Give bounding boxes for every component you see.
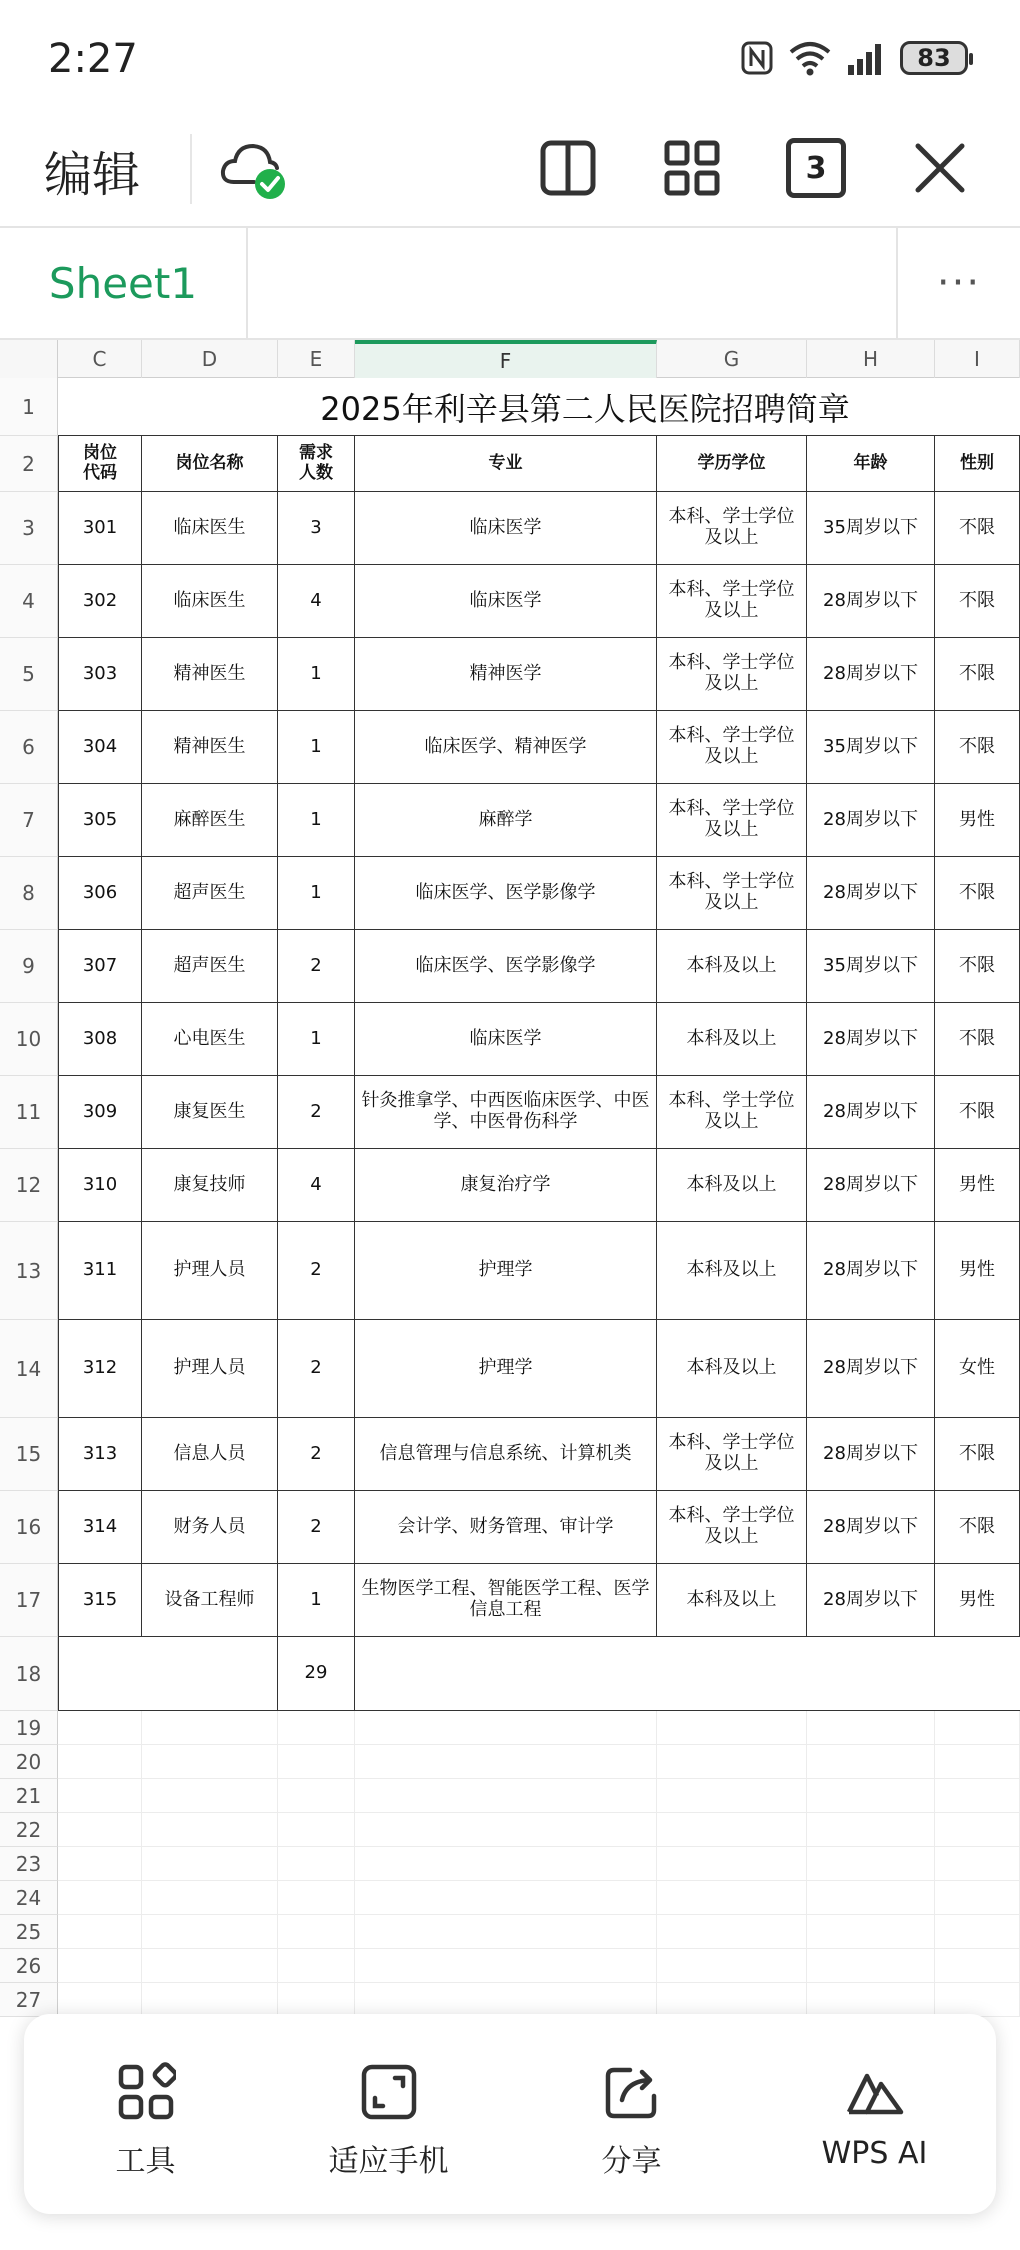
empty-cell[interactable]: [657, 1813, 807, 1847]
table-cell[interactable]: 生物医学工程、智能医学工程、医学信息工程: [355, 1564, 657, 1637]
row-header[interactable]: 12: [0, 1149, 58, 1222]
table-cell[interactable]: 28周岁以下: [807, 1222, 935, 1320]
table-cell[interactable]: 28周岁以下: [807, 784, 935, 857]
row-header[interactable]: 9: [0, 930, 58, 1003]
table-cell[interactable]: 2: [278, 1222, 355, 1320]
empty-cell[interactable]: [142, 1711, 278, 1745]
table-cell[interactable]: 临床医生: [142, 565, 278, 638]
table-cell[interactable]: 312: [58, 1320, 142, 1418]
table-row: [0, 1222, 1020, 1320]
table-row: [0, 1983, 1020, 2017]
empty-cell[interactable]: [142, 1915, 278, 1949]
table-cell[interactable]: 315: [58, 1564, 142, 1637]
empty-cell[interactable]: [355, 1745, 657, 1779]
row-header[interactable]: 8: [0, 857, 58, 930]
column-title-cell[interactable]: 需求 人数: [278, 436, 355, 492]
row-header[interactable]: 25: [0, 1915, 58, 1949]
window-count: 3: [805, 150, 827, 186]
row-header[interactable]: 20: [0, 1745, 58, 1779]
table-cell[interactable]: 不限: [935, 857, 1020, 930]
column-title-cell[interactable]: 专业: [355, 436, 657, 492]
empty-cell[interactable]: [935, 1711, 1020, 1745]
empty-cell[interactable]: [355, 1813, 657, 1847]
column-header-i[interactable]: I: [935, 340, 1020, 378]
table-cell[interactable]: 本科及以上: [657, 1222, 807, 1320]
fit-screen-button[interactable]: [267, 2062, 510, 2180]
table-row: [0, 492, 1020, 565]
empty-cell[interactable]: [935, 1745, 1020, 1779]
table-cell[interactable]: 超声医生: [142, 930, 278, 1003]
table-cell[interactable]: 财务人员: [142, 1491, 278, 1564]
table-cell[interactable]: 男性: [935, 1564, 1020, 1637]
more-options-button[interactable]: ···: [896, 228, 1020, 338]
table-cell[interactable]: 护理学: [355, 1320, 657, 1418]
table-row: [0, 1779, 1020, 1813]
empty-cell[interactable]: [278, 1745, 355, 1779]
window-count-button[interactable]: [786, 138, 846, 198]
empty-cell[interactable]: [58, 1847, 142, 1881]
empty-cell[interactable]: [142, 1881, 278, 1915]
table-row: [0, 857, 1020, 930]
table-cell[interactable]: 28周岁以下: [807, 565, 935, 638]
wifi-icon: [788, 40, 832, 76]
empty-cell[interactable]: [807, 1881, 935, 1915]
table-row: [0, 1003, 1020, 1076]
total-count-cell[interactable]: 29: [278, 1637, 355, 1711]
column-title-cell[interactable]: 性别: [935, 436, 1020, 492]
empty-cell[interactable]: [355, 1881, 657, 1915]
empty-cell[interactable]: [657, 1949, 807, 1983]
edit-button[interactable]: 编辑: [44, 147, 141, 203]
empty-cell[interactable]: [807, 1813, 935, 1847]
table-cell[interactable]: 302: [58, 565, 142, 638]
table-cell[interactable]: 301: [58, 492, 142, 565]
table-row: [0, 378, 1020, 436]
row-header[interactable]: 13: [0, 1222, 58, 1320]
table-cell[interactable]: 35周岁以下: [807, 492, 935, 565]
cloud-synced-icon[interactable]: [218, 134, 288, 204]
empty-cell[interactable]: [657, 1847, 807, 1881]
row-header[interactable]: 15: [0, 1418, 58, 1491]
status-bar: [0, 0, 1020, 110]
empty-cell[interactable]: [657, 1881, 807, 1915]
battery-level: 83: [917, 44, 951, 72]
table-cell[interactable]: 1: [278, 857, 355, 930]
table-cell[interactable]: 3: [278, 492, 355, 565]
table-cell[interactable]: 1: [278, 784, 355, 857]
table-cell[interactable]: 信息管理与信息系统、计算机类: [355, 1418, 657, 1491]
table-cell[interactable]: 本科、学士学位及以上: [657, 1491, 807, 1564]
empty-cell[interactable]: [355, 1915, 657, 1949]
empty-cell[interactable]: [58, 1881, 142, 1915]
table-row: [0, 1881, 1020, 1915]
table-cell[interactable]: 本科、学士学位及以上: [657, 1418, 807, 1491]
table-cell[interactable]: 本科、学士学位及以上: [657, 857, 807, 930]
empty-cell[interactable]: [58, 1813, 142, 1847]
table-cell[interactable]: 本科及以上: [657, 1564, 807, 1637]
sheet-tab-bar: [0, 226, 1020, 340]
spreadsheet-grid[interactable]: [0, 340, 1020, 2250]
table-row: [0, 565, 1020, 638]
table-cell[interactable]: 311: [58, 1222, 142, 1320]
table-cell[interactable]: 精神医学: [355, 638, 657, 711]
table-row: [0, 1564, 1020, 1637]
column-header-row: [0, 340, 1020, 378]
merged-empty-cell[interactable]: [58, 1637, 278, 1711]
share-button[interactable]: [510, 2062, 753, 2180]
row-header[interactable]: 1: [0, 378, 58, 436]
table-cell[interactable]: 本科、学士学位及以上: [657, 492, 807, 565]
share-icon: [602, 2062, 662, 2122]
table-cell[interactable]: 2: [278, 930, 355, 1003]
tools-label: 工具: [115, 2144, 176, 2179]
table-cell[interactable]: 28周岁以下: [807, 1491, 935, 1564]
sheet-tab-sheet1[interactable]: Sheet1: [0, 228, 248, 338]
table-cell[interactable]: 28周岁以下: [807, 1564, 935, 1637]
row-header[interactable]: 6: [0, 711, 58, 784]
nfc-icon: [740, 40, 774, 76]
column-header-d[interactable]: D: [142, 340, 278, 378]
table-cell[interactable]: 28周岁以下: [807, 857, 935, 930]
column-header-g[interactable]: G: [657, 340, 807, 378]
table-cell[interactable]: 护理学: [355, 1222, 657, 1320]
row-header[interactable]: 7: [0, 784, 58, 857]
row-header[interactable]: 10: [0, 1003, 58, 1076]
sheet-title[interactable]: 2025年利辛县第二人民医院招聘简章: [58, 378, 1020, 436]
table-cell[interactable]: 护理人员: [142, 1320, 278, 1418]
table-row: [0, 1915, 1020, 1949]
empty-cell[interactable]: [807, 1915, 935, 1949]
signal-icon: [846, 41, 886, 75]
table-row: [0, 1418, 1020, 1491]
table-row: [0, 1491, 1020, 1564]
table-cell[interactable]: 1: [278, 711, 355, 784]
close-icon[interactable]: [910, 138, 970, 198]
table-cell[interactable]: 临床医学: [355, 565, 657, 638]
table-cell[interactable]: 28周岁以下: [807, 1418, 935, 1491]
table-cell[interactable]: 1: [278, 638, 355, 711]
row-header[interactable]: 23: [0, 1847, 58, 1881]
table-row: [0, 1149, 1020, 1222]
table-row: [0, 1745, 1020, 1779]
battery-indicator: [900, 41, 968, 75]
table-cell[interactable]: 307: [58, 930, 142, 1003]
empty-cell[interactable]: [935, 1881, 1020, 1915]
table-cell[interactable]: 信息人员: [142, 1418, 278, 1491]
empty-cell[interactable]: [58, 1779, 142, 1813]
table-cell[interactable]: 康复医生: [142, 1076, 278, 1149]
column-title-cell[interactable]: 岗位 代码: [58, 436, 142, 492]
table-row: [0, 1711, 1020, 1745]
table-cell[interactable]: 精神医生: [142, 711, 278, 784]
table-cell[interactable]: 35周岁以下: [807, 930, 935, 1003]
empty-cell[interactable]: [807, 1745, 935, 1779]
empty-cell[interactable]: [142, 1779, 278, 1813]
column-title-cell[interactable]: 学历学位: [657, 436, 807, 492]
empty-cell[interactable]: [58, 1711, 142, 1745]
table-cell[interactable]: 本科及以上: [657, 1003, 807, 1076]
row-header[interactable]: 5: [0, 638, 58, 711]
table-cell[interactable]: 临床医学、医学影像学: [355, 857, 657, 930]
table-cell[interactable]: 不限: [935, 1003, 1020, 1076]
row-header[interactable]: 16: [0, 1491, 58, 1564]
table-cell[interactable]: 女性: [935, 1320, 1020, 1418]
table-cell[interactable]: 2: [278, 1418, 355, 1491]
table-cell[interactable]: 28周岁以下: [807, 1149, 935, 1222]
table-cell[interactable]: 本科及以上: [657, 930, 807, 1003]
empty-cell[interactable]: [278, 1983, 355, 2017]
table-cell[interactable]: 不限: [935, 492, 1020, 565]
select-all-corner[interactable]: [0, 340, 58, 378]
table-cell[interactable]: 本科、学士学位及以上: [657, 565, 807, 638]
merged-empty-cell[interactable]: [355, 1637, 1020, 1711]
row-header[interactable]: 11: [0, 1076, 58, 1149]
table-cell[interactable]: 不限: [935, 711, 1020, 784]
row-header[interactable]: 18: [0, 1637, 58, 1711]
table-cell[interactable]: 4: [278, 565, 355, 638]
status-time: 2:27: [48, 36, 138, 82]
wps-ai-button[interactable]: [753, 2062, 996, 2171]
table-row: [0, 711, 1020, 784]
empty-cell[interactable]: [142, 1847, 278, 1881]
table-cell[interactable]: 309: [58, 1076, 142, 1149]
empty-cell[interactable]: [355, 1711, 657, 1745]
empty-cell[interactable]: [142, 1813, 278, 1847]
table-cell[interactable]: 不限: [935, 1491, 1020, 1564]
table-cell[interactable]: 男性: [935, 784, 1020, 857]
table-cell[interactable]: 28周岁以下: [807, 1003, 935, 1076]
table-cell[interactable]: 不限: [935, 930, 1020, 1003]
table-cell[interactable]: 28周岁以下: [807, 1076, 935, 1149]
empty-cell[interactable]: [355, 1949, 657, 1983]
table-cell[interactable]: 临床医学: [355, 1003, 657, 1076]
table-row: [0, 1813, 1020, 1847]
tools-button[interactable]: [24, 2062, 267, 2180]
empty-cell[interactable]: [58, 1745, 142, 1779]
table-cell[interactable]: 28周岁以下: [807, 638, 935, 711]
empty-cell[interactable]: [355, 1983, 657, 2017]
table-row: [0, 784, 1020, 857]
row-header[interactable]: 4: [0, 565, 58, 638]
table-row: [0, 930, 1020, 1003]
table-cell[interactable]: 本科及以上: [657, 1320, 807, 1418]
table-cell[interactable]: 精神医生: [142, 638, 278, 711]
empty-cell[interactable]: [935, 1847, 1020, 1881]
table-cell[interactable]: 4: [278, 1149, 355, 1222]
table-cell[interactable]: 2: [278, 1076, 355, 1149]
column-header-c[interactable]: C: [58, 340, 142, 378]
tools-icon: [116, 2062, 176, 2122]
table-cell[interactable]: 28周岁以下: [807, 1320, 935, 1418]
table-cell[interactable]: 304: [58, 711, 142, 784]
empty-cell[interactable]: [935, 1813, 1020, 1847]
table-cell[interactable]: 不限: [935, 638, 1020, 711]
empty-cell[interactable]: [807, 1847, 935, 1881]
fit-screen-label: 适应手机: [328, 2144, 449, 2179]
empty-cell[interactable]: [355, 1779, 657, 1813]
empty-cell[interactable]: [278, 1779, 355, 1813]
table-cell[interactable]: 不限: [935, 1076, 1020, 1149]
table-cell[interactable]: 313: [58, 1418, 142, 1491]
empty-cell[interactable]: [935, 1915, 1020, 1949]
row-header[interactable]: 22: [0, 1813, 58, 1847]
row-header[interactable]: 19: [0, 1711, 58, 1745]
table-cell[interactable]: 临床医生: [142, 492, 278, 565]
table-cell[interactable]: 306: [58, 857, 142, 930]
empty-cell[interactable]: [278, 1881, 355, 1915]
empty-cell[interactable]: [935, 1983, 1020, 2017]
bottom-toolbar: [24, 2014, 996, 2214]
table-cell[interactable]: 314: [58, 1491, 142, 1564]
table-cell[interactable]: 心电医生: [142, 1003, 278, 1076]
empty-cell[interactable]: [278, 1711, 355, 1745]
table-cell[interactable]: 本科、学士学位及以上: [657, 1076, 807, 1149]
empty-cell[interactable]: [142, 1745, 278, 1779]
empty-cell[interactable]: [657, 1779, 807, 1813]
table-row: [0, 638, 1020, 711]
table-cell[interactable]: 康复技师: [142, 1149, 278, 1222]
wps-ai-label: WPS AI: [821, 2136, 928, 2171]
empty-cell[interactable]: [657, 1711, 807, 1745]
table-row: [0, 436, 1020, 492]
empty-cell[interactable]: [142, 1983, 278, 2017]
table-cell[interactable]: 308: [58, 1003, 142, 1076]
grid-view-icon[interactable]: [662, 138, 722, 198]
table-cell[interactable]: 35周岁以下: [807, 711, 935, 784]
empty-cell[interactable]: [142, 1949, 278, 1983]
row-header[interactable]: 21: [0, 1779, 58, 1813]
empty-cell[interactable]: [355, 1847, 657, 1881]
empty-cell[interactable]: [807, 1983, 935, 2017]
column-header-e[interactable]: E: [278, 340, 355, 378]
toolbar-divider: [190, 134, 192, 204]
empty-cell[interactable]: [657, 1915, 807, 1949]
table-cell[interactable]: 针灸推拿学、中西医临床医学、中医学、中医骨伤科学: [355, 1076, 657, 1149]
table-cell[interactable]: 康复治疗学: [355, 1149, 657, 1222]
empty-cell[interactable]: [278, 1847, 355, 1881]
column-title-cell[interactable]: 岗位名称: [142, 436, 278, 492]
empty-cell[interactable]: [278, 1949, 355, 1983]
row-header[interactable]: 2: [0, 436, 58, 492]
row-header[interactable]: 26: [0, 1949, 58, 1983]
empty-cell[interactable]: [58, 1915, 142, 1949]
table-row: [0, 1949, 1020, 1983]
table-cell[interactable]: 305: [58, 784, 142, 857]
table-cell[interactable]: 临床医学、医学影像学: [355, 930, 657, 1003]
column-header-f[interactable]: F: [355, 340, 657, 378]
table-cell[interactable]: 设备工程师: [142, 1564, 278, 1637]
table-cell[interactable]: 男性: [935, 1222, 1020, 1320]
table-cell[interactable]: 麻醉学: [355, 784, 657, 857]
table-cell[interactable]: 本科及以上: [657, 1149, 807, 1222]
table-cell[interactable]: 1: [278, 1564, 355, 1637]
table-row: [0, 1637, 1020, 1711]
empty-cell[interactable]: [935, 1779, 1020, 1813]
row-header[interactable]: 24: [0, 1881, 58, 1915]
table-cell[interactable]: 不限: [935, 1418, 1020, 1491]
empty-cell[interactable]: [807, 1711, 935, 1745]
table-cell[interactable]: 2: [278, 1320, 355, 1418]
empty-cell[interactable]: [657, 1983, 807, 2017]
empty-cell[interactable]: [58, 1983, 142, 2017]
table-cell[interactable]: 本科、学士学位及以上: [657, 711, 807, 784]
table-cell[interactable]: 麻醉医生: [142, 784, 278, 857]
table-cell[interactable]: 临床医学: [355, 492, 657, 565]
row-header[interactable]: 17: [0, 1564, 58, 1637]
wps-ai-icon: [845, 2062, 905, 2122]
table-cell[interactable]: 超声医生: [142, 857, 278, 930]
row-header[interactable]: 14: [0, 1320, 58, 1418]
table-cell[interactable]: 护理人员: [142, 1222, 278, 1320]
table-cell[interactable]: 2: [278, 1491, 355, 1564]
table-cell[interactable]: 临床医学、精神医学: [355, 711, 657, 784]
empty-cell[interactable]: [807, 1949, 935, 1983]
table-cell[interactable]: 本科、学士学位及以上: [657, 638, 807, 711]
empty-cell[interactable]: [58, 1949, 142, 1983]
fit-screen-icon: [359, 2062, 419, 2122]
table-row: [0, 1847, 1020, 1881]
table-row: [0, 1076, 1020, 1149]
column-header-h[interactable]: H: [807, 340, 935, 378]
empty-cell[interactable]: [278, 1813, 355, 1847]
table-cell[interactable]: 不限: [935, 565, 1020, 638]
empty-cell[interactable]: [935, 1949, 1020, 1983]
table-row: [0, 1320, 1020, 1418]
table-cell[interactable]: 303: [58, 638, 142, 711]
table-cell[interactable]: 会计学、财务管理、审计学: [355, 1491, 657, 1564]
table-cell[interactable]: 1: [278, 1003, 355, 1076]
table-cell[interactable]: 本科、学士学位及以上: [657, 784, 807, 857]
row-header[interactable]: 3: [0, 492, 58, 565]
table-cell[interactable]: 男性: [935, 1149, 1020, 1222]
top-toolbar: [0, 110, 1020, 226]
row-header[interactable]: 27: [0, 1983, 58, 2017]
empty-cell[interactable]: [278, 1915, 355, 1949]
empty-cell[interactable]: [657, 1745, 807, 1779]
split-view-icon[interactable]: [538, 138, 598, 198]
share-label: 分享: [601, 2144, 662, 2179]
status-icons: [740, 38, 968, 78]
empty-cell[interactable]: [807, 1779, 935, 1813]
column-title-cell[interactable]: 年龄: [807, 436, 935, 492]
table-cell[interactable]: 310: [58, 1149, 142, 1222]
